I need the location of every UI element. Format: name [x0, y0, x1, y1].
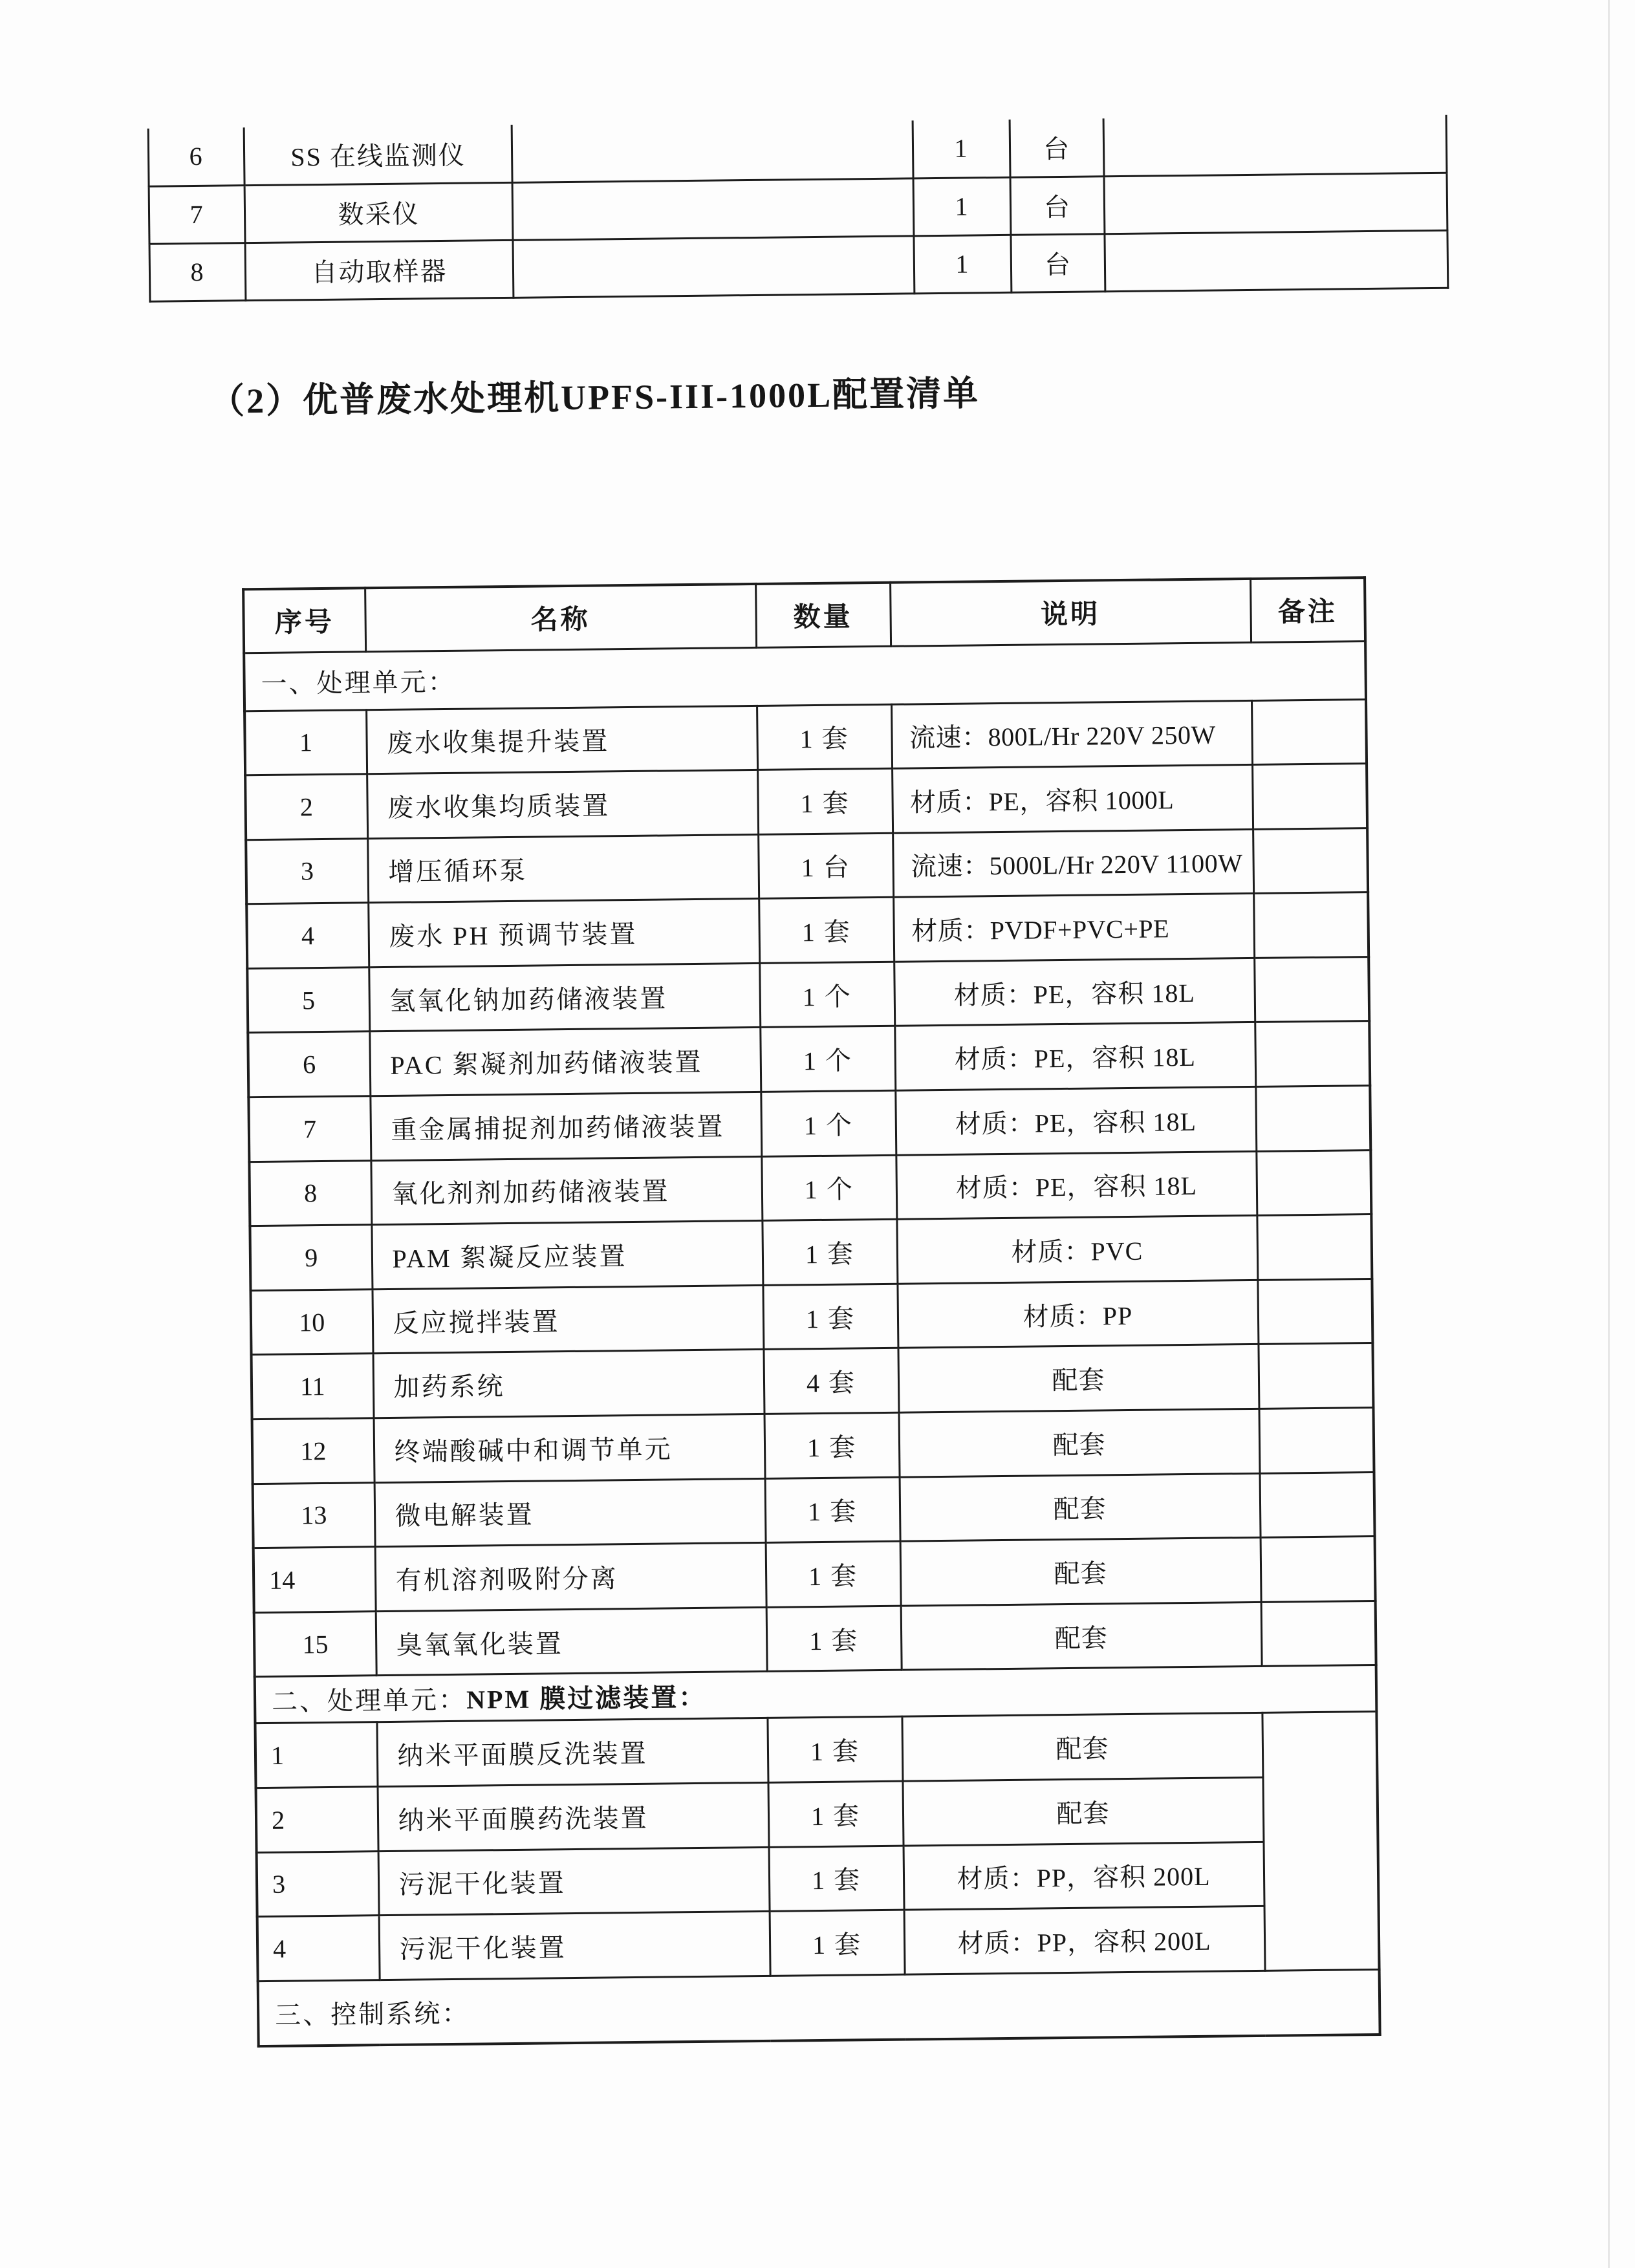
- qty-cell: 1 套: [757, 768, 893, 834]
- configuration-table-body: [244, 641, 1380, 2046]
- desc-cell: 流速：5000L/Hr 220V 1100W: [893, 829, 1253, 897]
- name-cell: 纳米平面膜药洗装置: [378, 1782, 769, 1851]
- spec-cell: [512, 120, 913, 182]
- section-title-cell: [258, 1969, 1380, 2046]
- qty-cell: 1 套: [764, 1412, 900, 1478]
- table-row: [255, 1712, 1377, 1788]
- desc-cell: 材质：PE，容积 18L: [894, 958, 1255, 1026]
- header-name: 名称: [365, 584, 756, 651]
- qty-cell: 1: [913, 120, 1010, 178]
- remark-cell-merged: [1262, 1712, 1379, 1971]
- desc-cell: 材质：PVC: [896, 1216, 1257, 1284]
- seq-cell: 3: [246, 838, 368, 904]
- qty-cell: 1 套: [763, 1284, 898, 1350]
- section-title: 一、处理单元：: [261, 667, 456, 698]
- remark-cell: [1256, 1150, 1371, 1215]
- qty-cell: 1 套: [762, 1219, 897, 1285]
- continued-table-body: [148, 115, 1448, 301]
- name-cell: 加药系统: [373, 1350, 764, 1418]
- desc-cell: 材质：PE，容积 1000L: [892, 765, 1253, 833]
- qty-cell: 1 套: [770, 1910, 905, 1976]
- seq-cell: 4: [246, 903, 369, 969]
- remark-cell: [1257, 1279, 1372, 1344]
- desc-cell: 材质：PP，容积 200L: [904, 1842, 1264, 1910]
- qty-cell: 1 个: [761, 1155, 896, 1221]
- qty-cell: 1 套: [768, 1781, 903, 1847]
- table-row: [250, 1215, 1372, 1291]
- table-row: [246, 828, 1368, 904]
- desc-cell: 材质：PE，容积 18L: [896, 1151, 1257, 1219]
- table-row: [250, 1279, 1372, 1355]
- remark-cell: [1103, 115, 1447, 177]
- remark-cell: [1258, 1343, 1373, 1409]
- desc-cell: 配套: [901, 1602, 1262, 1670]
- name-cell: 增压循环泵: [367, 834, 759, 903]
- qty-cell: 1 个: [759, 962, 894, 1028]
- remark-cell: [1255, 1021, 1370, 1086]
- name-cell: 重金属捕捉剂加药储液装置: [370, 1092, 761, 1160]
- remark-cell: [1257, 1215, 1372, 1280]
- qty-cell: 1 套: [766, 1541, 901, 1607]
- name-cell: 污泥干化装置: [379, 1912, 770, 1980]
- remark-cell: [1251, 699, 1367, 764]
- seq-cell: 5: [247, 967, 369, 1033]
- name-cell: 自动取样器: [245, 240, 514, 300]
- section-title-row: [258, 1969, 1380, 2046]
- table-row: [253, 1472, 1375, 1548]
- qty-cell: 1: [913, 177, 1011, 236]
- remark-cell: [1260, 1472, 1375, 1537]
- remark-cell: [1254, 956, 1369, 1022]
- desc-cell: 配套: [902, 1777, 1263, 1845]
- section-title: 三、控制系统：: [274, 1998, 470, 2030]
- header-row: [243, 578, 1365, 653]
- table-row: [256, 1776, 1378, 1852]
- seq-cell: 13: [253, 1482, 375, 1548]
- qty-cell: 1 套: [765, 1477, 900, 1543]
- qty-cell: 1 个: [761, 1090, 896, 1156]
- spec-cell: [513, 235, 915, 297]
- desc-cell: 配套: [900, 1538, 1261, 1606]
- qty-cell: 1 套: [766, 1606, 902, 1672]
- name-cell: 有机溶剂吸附分离: [375, 1543, 766, 1612]
- qty-cell: 1 套: [757, 704, 892, 770]
- seq-cell: 7: [248, 1096, 371, 1162]
- header-seq: 序号: [243, 588, 365, 653]
- desc-cell: 配套: [902, 1713, 1262, 1781]
- unit-cell: 台: [1010, 118, 1104, 177]
- remark-cell: [1253, 892, 1369, 958]
- table-row: [254, 1601, 1376, 1677]
- table-row: [257, 1905, 1380, 1982]
- configuration-table: [242, 576, 1381, 2047]
- section-title: 二、处理单元：: [271, 1685, 467, 1717]
- unit-cell: 台: [1010, 176, 1105, 235]
- qty-cell: 1 套: [759, 898, 894, 964]
- remark-cell: [1253, 828, 1368, 893]
- desc-cell: 配套: [898, 1345, 1259, 1412]
- desc-cell: 材质：PP: [897, 1280, 1258, 1348]
- table-row: [244, 699, 1367, 775]
- seq-cell: 8: [149, 243, 246, 301]
- qty-cell: 1: [914, 235, 1012, 294]
- table-row: [248, 1021, 1370, 1097]
- name-cell: 污泥干化装置: [378, 1847, 770, 1916]
- remark-cell: [1255, 1086, 1370, 1151]
- seq-cell: 8: [249, 1160, 371, 1226]
- name-cell: 臭氧氧化装置: [376, 1607, 767, 1676]
- desc-cell: 材质：PE，容积 18L: [895, 1086, 1256, 1154]
- table-row: [248, 1086, 1370, 1162]
- header-qty: 数量: [755, 583, 891, 647]
- seq-cell: 15: [254, 1612, 376, 1678]
- table-row: [247, 956, 1369, 1033]
- name-cell: 反应搅拌装置: [372, 1285, 763, 1354]
- name-cell: SS 在线监测仪: [244, 125, 512, 185]
- desc-cell: 流速：800L/Hr 220V 250W: [891, 700, 1252, 768]
- table-row: [249, 1150, 1371, 1226]
- remark-cell: [1104, 173, 1447, 234]
- name-cell: 废水 PH 预调节装置: [368, 899, 759, 967]
- document-page: [118, 90, 1497, 2077]
- remark-cell: [1259, 1408, 1374, 1473]
- desc-cell: 配套: [900, 1473, 1261, 1541]
- remark-cell: [1261, 1601, 1376, 1666]
- seq-cell: 11: [252, 1354, 374, 1420]
- header-desc: 说明: [890, 579, 1251, 646]
- seq-cell: 12: [252, 1418, 374, 1484]
- remark-cell: [1252, 764, 1367, 829]
- scan-edge: [1608, 0, 1610, 2268]
- name-cell: 数采仪: [244, 182, 513, 243]
- qty-cell: 1 个: [760, 1026, 895, 1092]
- qty-cell: 1 套: [769, 1846, 904, 1912]
- qty-cell: 4 套: [763, 1348, 898, 1414]
- seq-cell: 3: [257, 1851, 379, 1917]
- unit-cell: 台: [1011, 233, 1105, 292]
- remark-cell: [1261, 1537, 1376, 1602]
- table-row: [252, 1408, 1374, 1484]
- qty-cell: 1 台: [758, 833, 893, 899]
- spec-cell: [512, 178, 914, 239]
- seq-cell: 4: [257, 1916, 380, 1982]
- remark-cell: [1105, 230, 1448, 292]
- section-heading: （2）优普废水处理机UPFS-III-1000L配置清单: [209, 374, 980, 421]
- name-cell: 纳米平面膜反洗装置: [376, 1718, 768, 1787]
- table-row: [257, 1841, 1379, 1917]
- seq-cell: 10: [250, 1290, 373, 1355]
- name-cell: PAM 絮凝反应装置: [371, 1221, 763, 1290]
- desc-cell: 材质：PE，容积 18L: [894, 1022, 1255, 1090]
- seq-cell: 9: [250, 1225, 372, 1291]
- name-cell: 废水收集提升装置: [366, 706, 757, 774]
- seq-cell: 14: [254, 1547, 376, 1613]
- name-cell: PAC 絮凝剂加药储液装置: [369, 1028, 761, 1096]
- name-cell: 终端酸碱中和调节单元: [374, 1414, 765, 1482]
- name-cell: 氢氧化钠加药储液装置: [369, 963, 760, 1031]
- section-title-bold: NPM 膜过滤装置：: [466, 1683, 707, 1715]
- name-cell: 废水收集均质装置: [367, 770, 758, 839]
- name-cell: 微电解装置: [374, 1478, 766, 1547]
- header-remark: 备注: [1250, 578, 1365, 642]
- seq-cell: 1: [244, 709, 367, 775]
- seq-cell: 1: [255, 1722, 377, 1788]
- seq-cell: 6: [248, 1031, 370, 1097]
- qty-cell: 1 套: [767, 1717, 902, 1783]
- desc-cell: 材质：PVDF+PVC+PE: [893, 894, 1254, 962]
- table-row: [252, 1343, 1374, 1420]
- seq-cell: 7: [149, 185, 245, 244]
- continued-equipment-table: [147, 115, 1449, 303]
- desc-cell: 配套: [899, 1409, 1260, 1476]
- table-row: [254, 1537, 1376, 1613]
- table-row: [246, 892, 1369, 969]
- seq-cell: 6: [148, 127, 244, 186]
- desc-cell: 材质：PP，容积 200L: [904, 1906, 1265, 1974]
- seq-cell: 2: [256, 1787, 378, 1853]
- name-cell: 氧化剂剂加药储液装置: [371, 1156, 762, 1225]
- table-row: [245, 764, 1367, 840]
- seq-cell: 2: [245, 774, 367, 840]
